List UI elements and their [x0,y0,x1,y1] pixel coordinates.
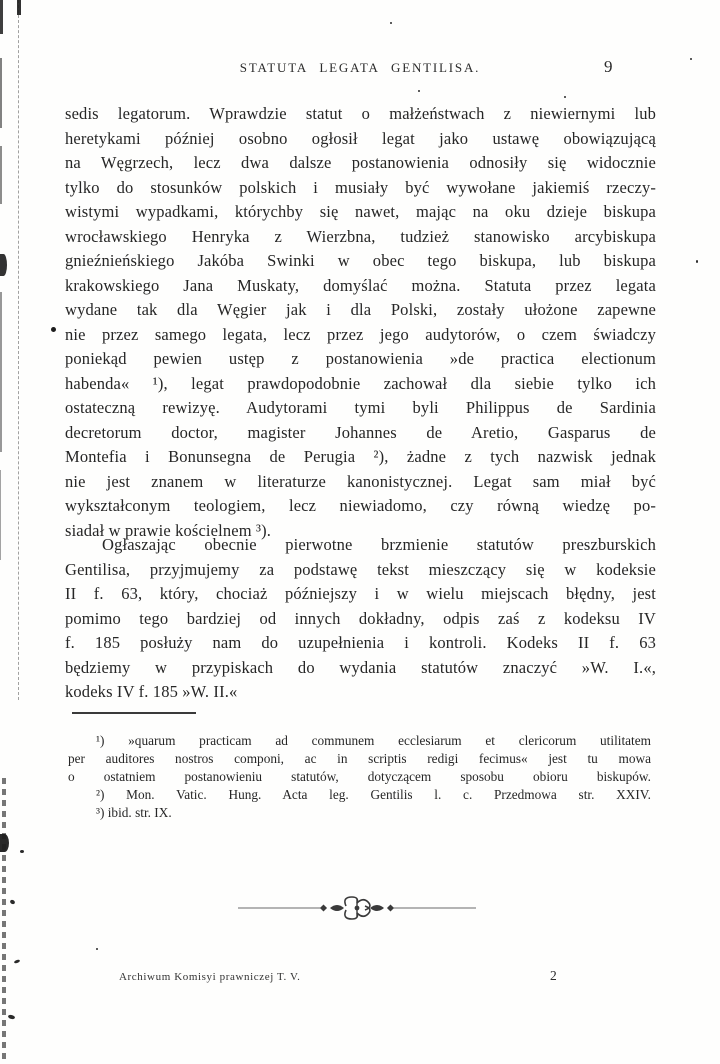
scan-speck [20,850,24,853]
text-line: kodeks IV f. 185 »W. II.« [65,682,238,701]
scan-edge-artifact [2,778,6,1064]
text-line: II f. 63, który, chociaż późniejszy i w wielu miejscach błędny, jest [65,584,656,603]
text-line: wistymi wypadkami, którychby się nawet, mając na oku dzieje biskupa [65,202,656,221]
text-line: krakowskiego Jana Muskaty, domyślać można. Statuta przez legata [65,275,656,295]
footnote-line: per auditores nostros componi, ac in scriptis redigi fecimus« jest tu mowa [68,751,651,766]
scan-edge-artifact [0,292,2,452]
scan-edge-artifact [0,58,2,128]
footnote-line: ²) Mon. Vatic. Hung. Acta leg. Gentilis l. c. Przedmowa str. XXIV. [96,787,651,802]
paragraph-2 [65,533,656,705]
footnotes-block [68,732,651,822]
scan-speck [696,260,698,263]
scan-speck [690,58,692,60]
running-head-title: STATUTA LEGATA GENTILISA. [239,60,481,75]
text-line: habenda« ¹), legat prawdopodobnie zachował dla siebie tylko ich [65,373,656,393]
scan-speck [14,959,21,964]
margin-bullet-mark [51,327,56,332]
scan-edge-artifact [0,146,2,204]
scan-speck [9,899,15,905]
text-line: nie jest znanem w literaturze kanonistycznej. Legat sam miał być [65,471,656,491]
scan-edge-artifact [0,0,3,34]
text-line: gnieźnieńskiego Jakóba Swinki w obec tego biskupa, lub biskupa [65,251,656,270]
scan-speck [418,90,420,92]
text-line: poniekąd pewien ustęp z postanowienia »de practica electionum [65,349,656,368]
binding-crease-line [18,0,19,700]
text-line: nie przez samego legata, lecz przez jego audytorów, o czem świadczy [65,324,656,344]
ornament-divider [238,893,476,923]
text-line: wykształconym teologiem, lecz niewiadomo, czy równą wiedzę po- [65,496,656,515]
text-line: f. 185 posłuży nam do uzupełnienia i kontroli. Kodeks II f. 63 [65,633,656,652]
text-line: tylko do stosunków polskich i musiały być wywołane jakiemiś rzeczy- [65,177,656,197]
text-line: wrocławskiego Henryka z Wierzbna, tudzież stanowisko arcybiskupa [65,226,656,246]
footer-sheet-number: 2 [550,968,557,983]
text-line: Montefia i Bonunsegna de Perugia ²), żadne z tych nazwisk jednak [65,447,656,466]
text-line: ostateczną rewizyę. Audytorami tymi byli Philippus de Sardinia [65,398,656,417]
text-line: siadał w prawie kościelnem ³). [65,520,272,540]
paragraph-1 [65,102,656,543]
scan-edge-artifact [17,0,21,15]
scan-speck [96,948,98,950]
scan-edge-artifact [0,470,1,560]
scan-speck [564,96,566,98]
text-line: Gentilisa, przyjmujemy za podstawę tekst mieszczący się w kodeksie [65,559,656,579]
text-line: będziemy w przypiskach do wydania statutów znaczyć »W. I.«, [65,657,656,677]
scan-speck [8,1014,16,1020]
text-line: na Węgrzech, lecz dwa dalsze postanowienia odnosiły się widocznie [65,153,656,172]
footnote-rule [72,712,196,714]
text-line: sedis legatorum. Wprawdzie statut o małżeństwach z niewiernymi lub [65,104,656,123]
text-line: Ogłaszając obecnie pierwotne brzmienie statutów preszburskich [102,535,656,554]
footnote-line: o ostatniem postanowieniu statutów, dotyczącem sposobu obioru biskupów. [68,769,651,784]
text-line: pomimo tego bardziej od innych dokładny, odpis zaś z kodeksu IV [65,608,656,628]
scan-speck [390,22,392,24]
footer-imprint: Archiwum Komisyi prawniczej T. V. [119,971,301,983]
page-number: 9 [604,57,613,76]
scan-edge-artifact [0,254,7,276]
text-line: decretorum doctor, magister Johannes de Aretio, Gasparus de [65,422,656,442]
footnote-line: ³) ibid. str. IX. [96,805,172,820]
text-line: wydane tak dla Węgier jak i dla Polski, zostały ułożone zapewne [65,300,656,319]
footnote-line: ¹) »quarum practicam ad communem ecclesiarum et clericorum utilitatem [96,733,651,748]
text-line: heretykami później osobno ogłosił legat jako ustawę obowiązującą [65,128,656,148]
